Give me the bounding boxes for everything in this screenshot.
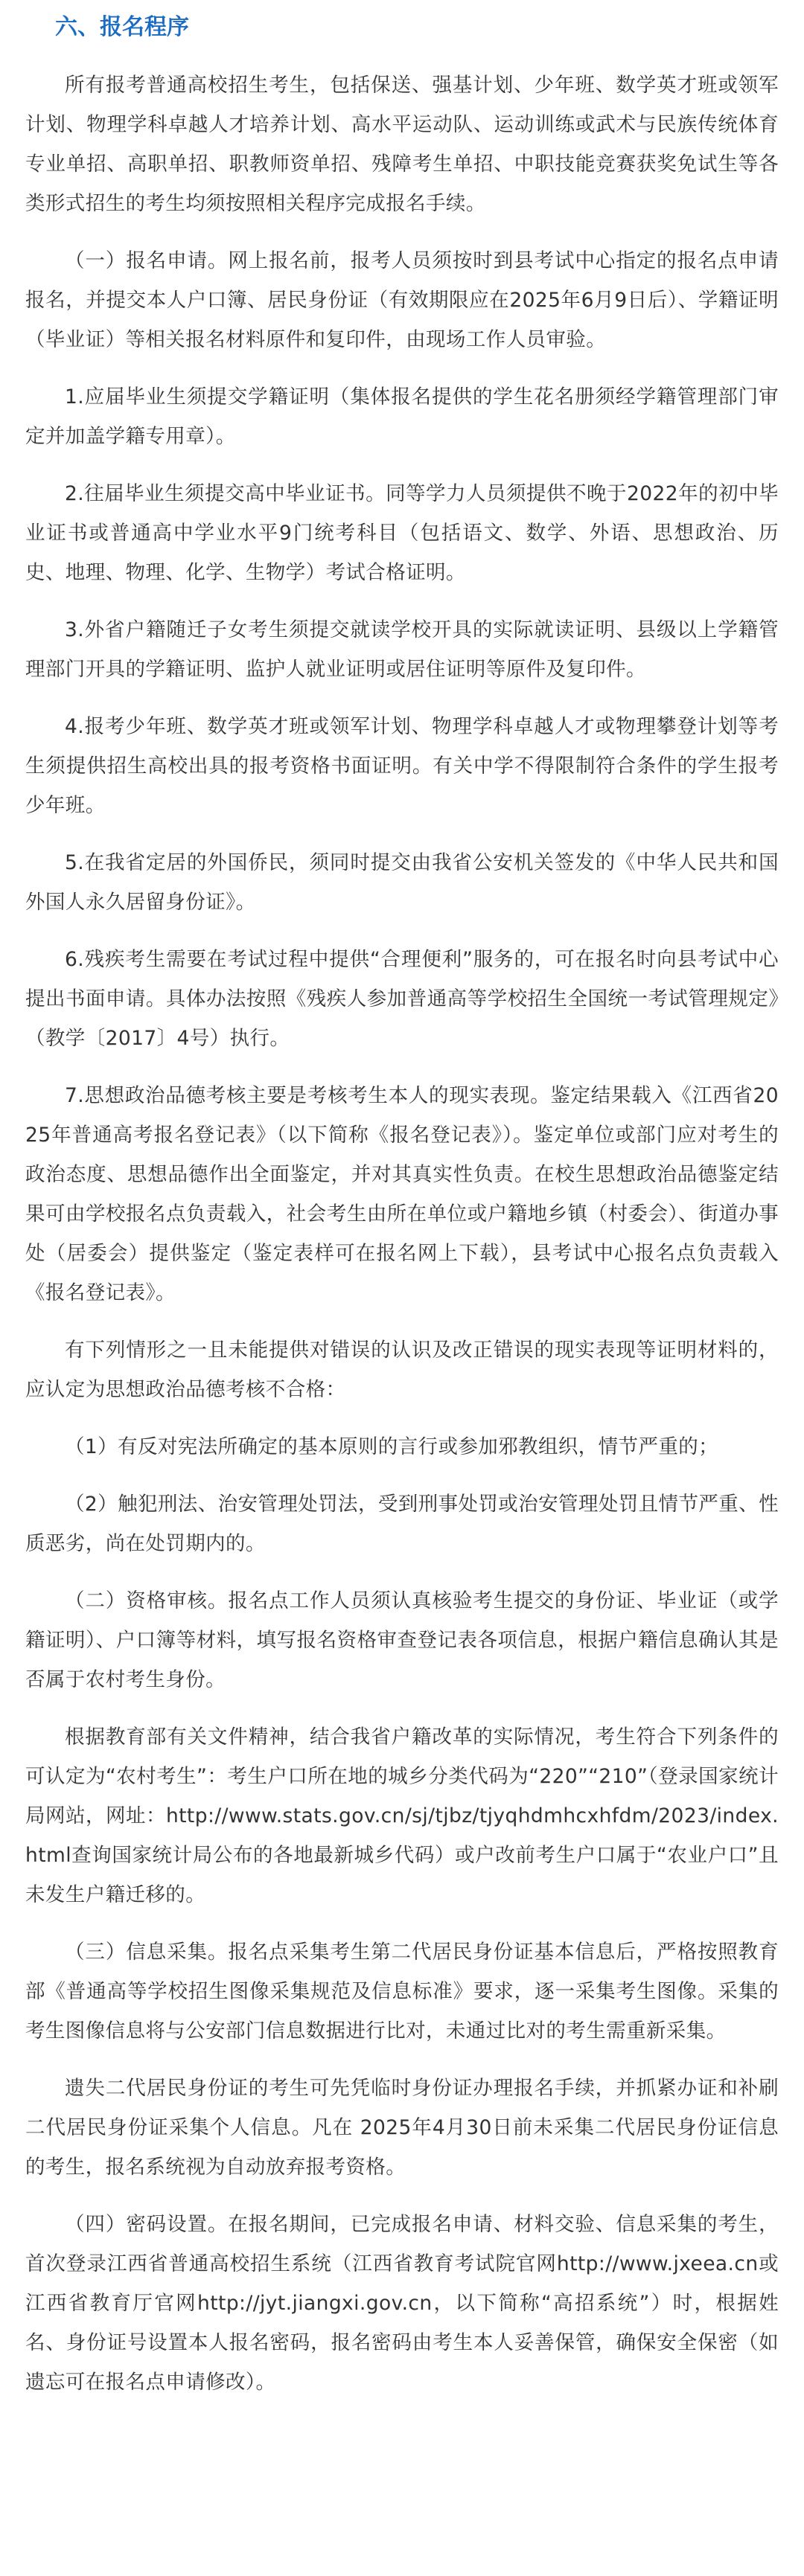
paragraph-item-6: 6.残疾考生需要在考试过程中提供“合理便利”服务的，可在报名时向县考试中心提出书面申请。具体办法按照《残疾人参加普通高等学校招生全国统一考试管理规定》（教学〔2017〕4号）执行。	[25, 948, 779, 1050]
paragraph-lost-id: 遗失二代居民身份证的考生可先凭临时身份证办理报名手续，并抓紧办证和补刷二代居民身份证采集个人信息。凡在 2025年4月30日前未采集二代居民身份证信息的考生，报名系统视为自动放弃报考资格。	[25, 2077, 779, 2179]
paragraph-item-5: 5.在我省定居的外国侨民，须同时提交由我省公安机关签发的《中华人民共和国外国人永久居留身份证》。	[25, 851, 779, 914]
paragraph-password-setup: （四）密码设置。在报名期间，已完成报名申请、材料交验、信息采集的考生，首次登录江西省普通高校招生系统（江西省教育考试院官网http://www.jxeea.cn或江西省教育厅官网http://jyt.jiangxi.gov.cn，以下简称“高招系统”）时，根据姓名、身份证号设置本人报名密码，报名密码由考生本人妥善保管，确保安全保密（如遗忘可在报名点申请修改）。	[25, 2213, 779, 2394]
paragraph-qualification-review: （二）资格审核。报名点工作人员须认真核验考生提交的身份证、毕业证（或学籍证明）、户口簿等材料，填写报名资格审查登记表各项信息，根据户籍信息确认其是否属于农村考生身份。	[25, 1589, 779, 1691]
section-title: 六、报名程序	[55, 14, 189, 40]
paragraph-disqualification-1: （1）有反对宪法所确定的基本原则的言行或参加邪教组织，情节严重的；	[65, 1435, 719, 1458]
paragraph-info-collection: （三）信息采集。报名点采集考生第二代居民身份证基本信息后，严格按照教育部《普通高等学校招生图像采集规范及信息标准》要求，逐一采集考生图像。采集的考生图像信息将与公安部门信息数据进行比对，未通过比对的考生需重新采集。	[25, 1941, 779, 2042]
paragraph-item-2: 2.往届毕业生须提交高中毕业证书。同等学力人员须提供不晚于2022年的初中毕业证书或普通高中学业水平9门统考科目（包括语文、数学、外语、思想政治、历史、地理、物理、化学、生物学）考试合格证明。	[25, 482, 779, 584]
paragraph-disqualification-2: （2）触犯刑法、治安管理处罚法，受到刑事处罚或治安管理处罚且情节严重、性质恶劣，尚在处罚期内的。	[25, 1493, 779, 1555]
paragraph-item-4: 4.报考少年班、数学英才班或领军计划、物理学科卓越人才或物理攀登计划等考生须提供招生高校出具的报考资格书面证明。有关中学不得限制符合条件的学生报考少年班。	[25, 715, 779, 817]
paragraph-disqualification-intro: 有下列情形之一且未能提供对错误的认识及改正错误的现实表现等证明材料的，应认定为思想政治品德考核不合格：	[25, 1339, 779, 1401]
paragraph-rural-candidate: 根据教育部有关文件精神，结合我省户籍改革的实际情况，考生符合下列条件的可认定为“农村考生”：考生户口所在地的城乡分类代码为“220”“210”（登录国家统计局网站，网址：http://www.stats.gov.cn/sj/tjbz/tjyqhdmhcxhfdm/2023/index.html查询国家统计局公布的各地最新城乡代码）或户改前考生户口属于“农业户口”且未发生户籍迁移的。	[25, 1726, 779, 1906]
paragraph-registration-application: （一）报名申请。网上报名前，报考人员须按时到县考试中心指定的报名点申请报名，并提交本人户口簿、居民身份证（有效期限应在2025年6月9日后）、学籍证明（毕业证）等相关报名材料原件和复印件，由现场工作人员审验。	[25, 249, 779, 351]
paragraph-item-3: 3.外省户籍随迁子女考生须提交就读学校开具的实际就读证明、县级以上学籍管理部门开具的学籍证明、监护人就业证明或居住证明等原件及复印件。	[25, 618, 779, 681]
paragraph-item-7: 7.思想政治品德考核主要是考核考生本人的现实表现。鉴定结果载入《江西省2025年普通高考报名登记表》（以下简称《报名登记表》）。鉴定单位或部门应对考生的政治态度、思想品德作出全面鉴定，并对其真实性负责。在校生思想政治品德鉴定结果可由学校报名点负责载入，社会考生由所在单位或户籍地乡镇（村委会）、街道办事处（居委会）提供鉴定（鉴定表样可在报名网上下载），县考试中心报名点负责载入《报名登记表》。	[25, 1084, 779, 1304]
paragraph-intro: 所有报考普通高校招生考生，包括保送、强基计划、少年班、数学英才班或领军计划、物理学科卓越人才培养计划、高水平运动队、运动训练或武术与民族传统体育专业单招、高职单招、职教师资单招、残障考生单招、中职技能竞赛获奖免试生等各类形式招生的考生均须按照相关程序完成报名手续。	[25, 74, 779, 215]
paragraph-item-1: 1.应届毕业生须提交学籍证明（集体报名提供的学生花名册须经学籍管理部门审定并加盖学籍专用章）。	[25, 385, 779, 448]
